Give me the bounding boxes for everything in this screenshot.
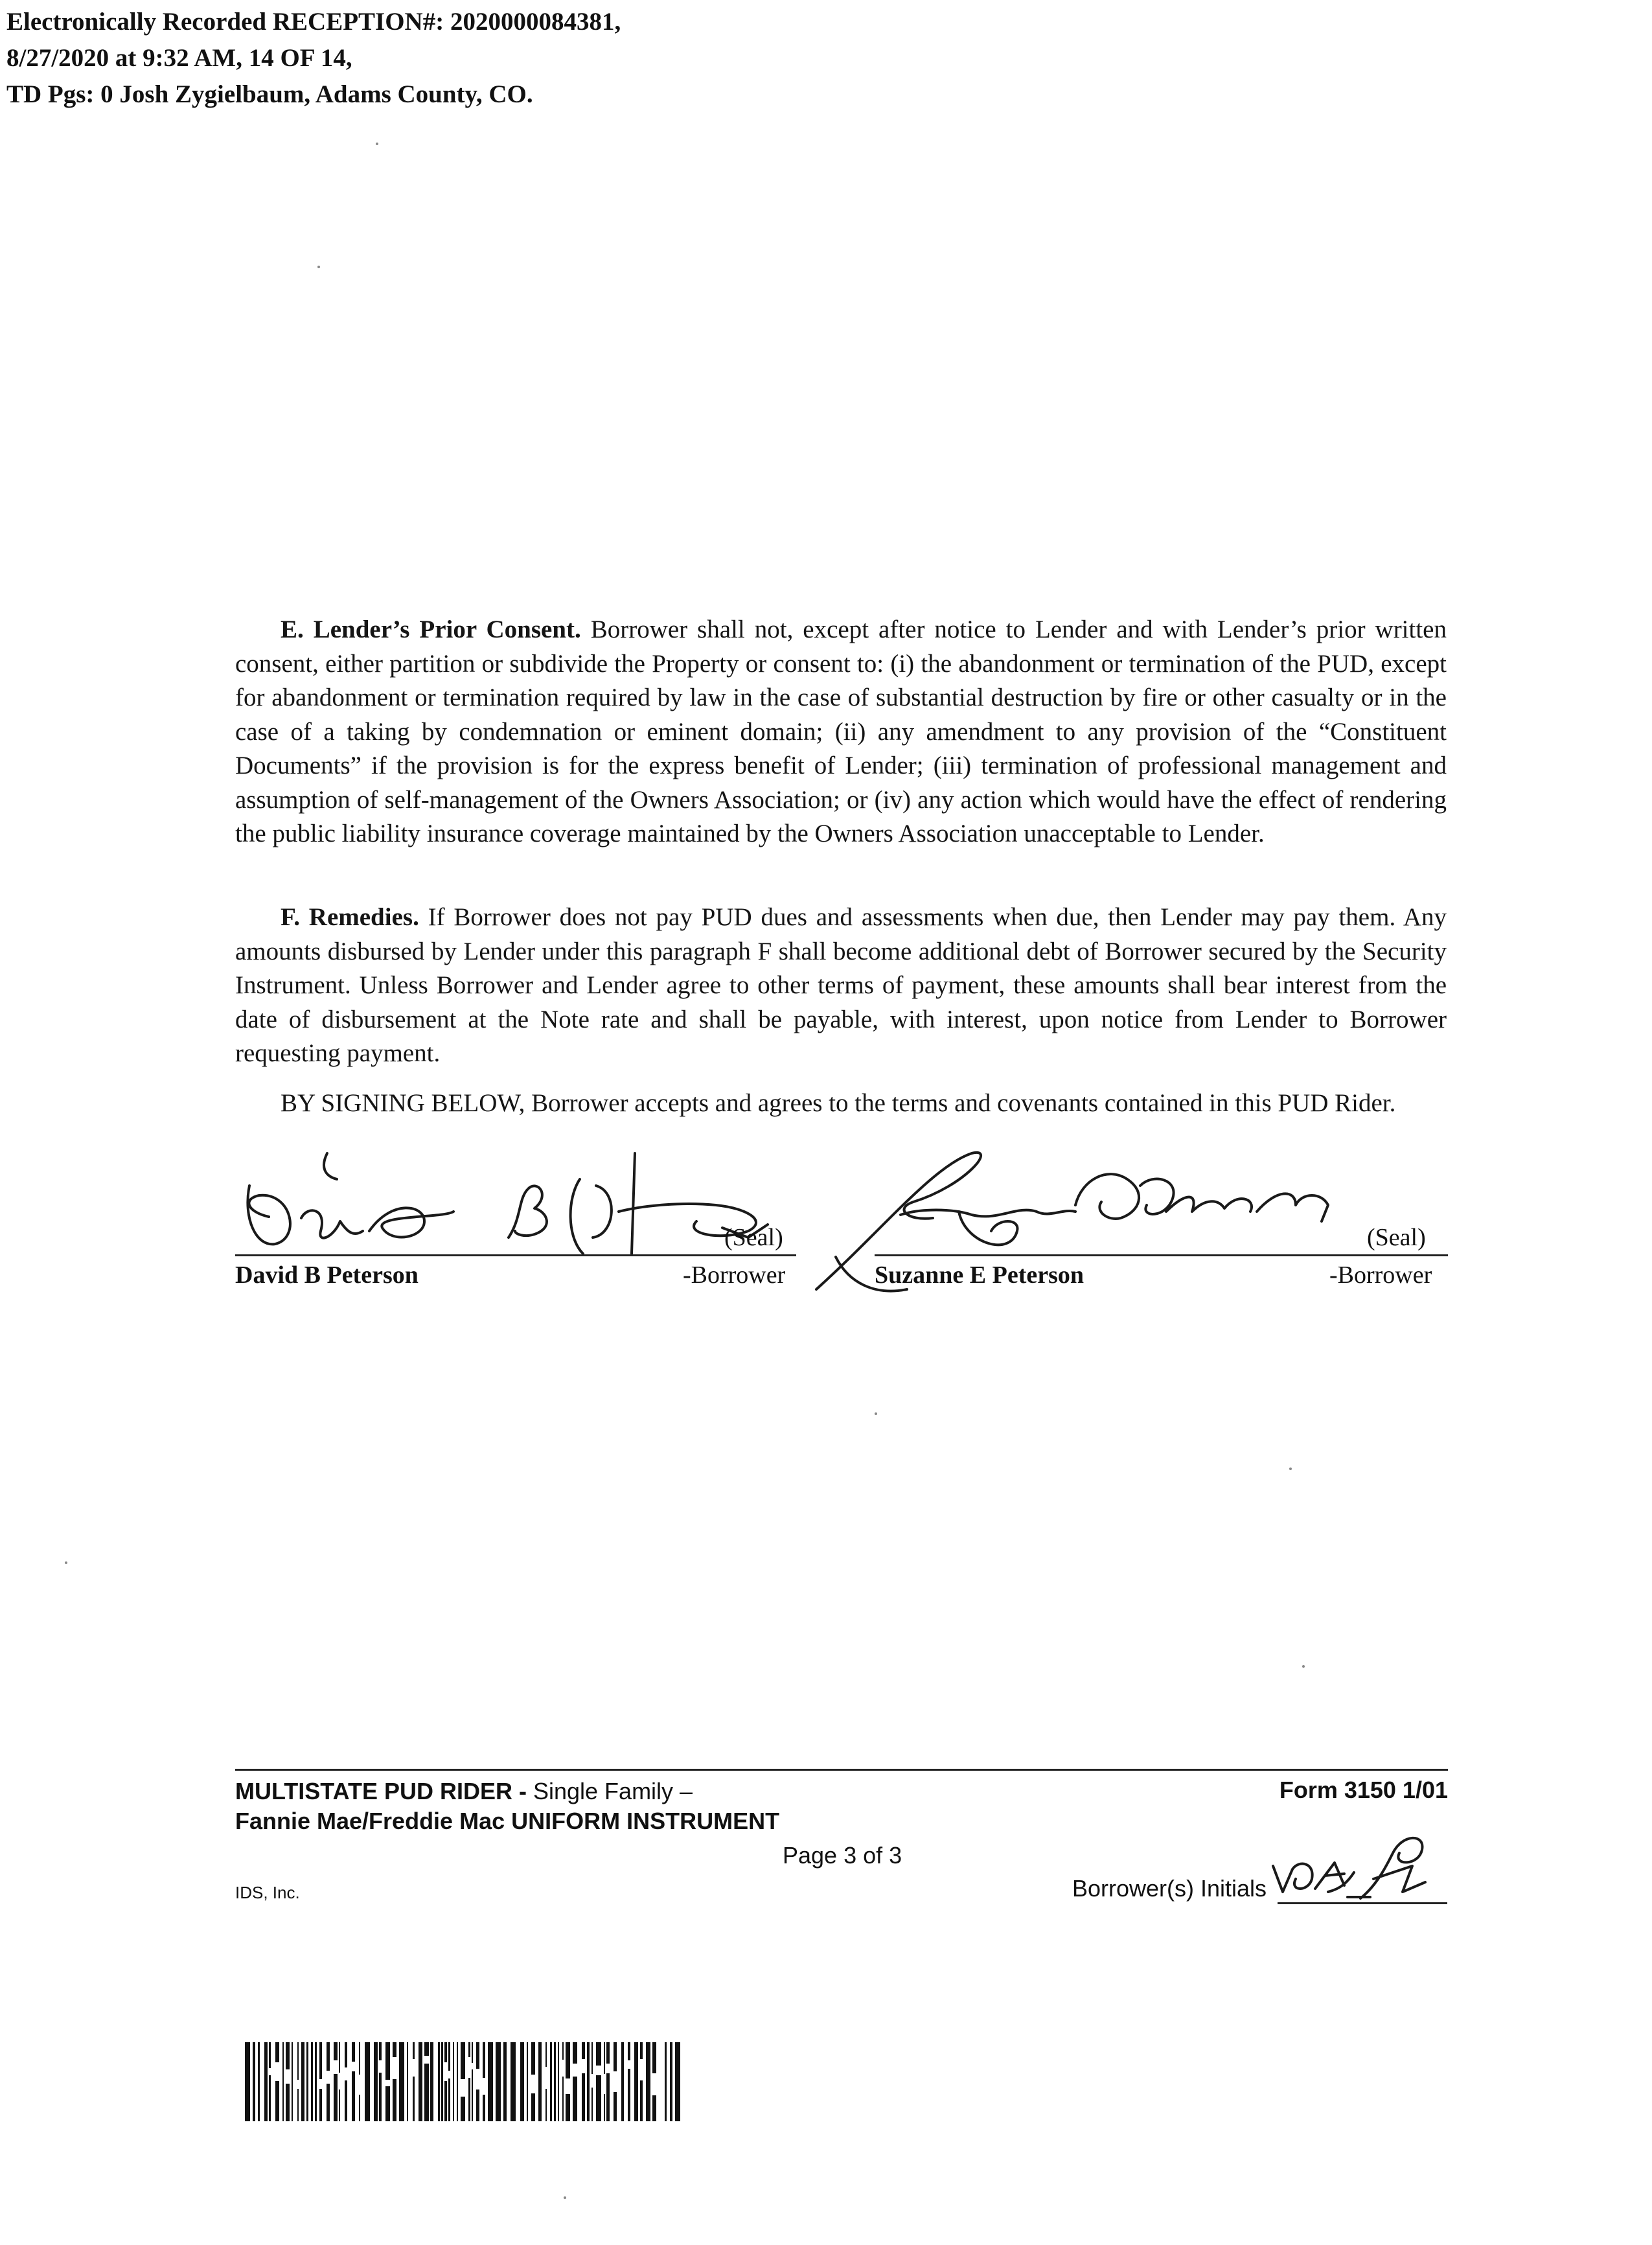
footer-rule [235,1769,1448,1771]
vendor-name: IDS, Inc. [235,1883,300,1902]
page-number: Page 3 of 3 [783,1842,902,1869]
form-title-rest: Single Family – [533,1778,693,1804]
form-subtitle: Fannie Mae/Freddie Mac UNIFORM INSTRUMENT [235,1808,780,1834]
recording-stamp-line-2: 8/27/2020 at 9:32 AM, 14 OF 14, [6,44,352,72]
scan-speck [875,1412,877,1415]
recording-stamp [6,4,621,113]
section-f-text: If Borrower does not pay PUD dues and assessments when due, then Lender may pay them. Any amounts disbursed by Lender under this paragraph F shall become additional debt of Borrower secured by the Security Instrument. Unless Borrower and Lender agree to other terms of payment, these amounts shall bear interest from the date of disbursement at the Note rate and shall be payable, with interest, upon notice from Lender to Borrower requesting payment. [235,903,1447,1067]
scan-speck [1289,1468,1292,1470]
signing-statement-text: BY SIGNING BELOW, Borrower accepts and agrees to the terms and covenants contained in this PUD Rider. [281,1089,1396,1117]
scan-speck [1302,1665,1305,1668]
scan-speck [376,143,378,145]
form-title-block [235,1777,779,1836]
section-e-heading: E. Lender’s Prior Consent. [281,616,581,643]
borrower-1-seal-label: (Seal) [724,1224,783,1251]
signing-statement [235,1087,1447,1121]
borrower-2-name: Suzanne E Peterson [875,1261,1084,1289]
borrower-1-name: David B Peterson [235,1261,419,1289]
borrower-1-signature-line [235,1254,796,1256]
section-f-remedies [235,901,1447,1071]
borrower-2-role: -Borrower [1329,1261,1432,1289]
barcode-icon [245,2042,680,2121]
section-e-lenders-prior-consent [235,613,1447,851]
recording-stamp-line-3: TD Pgs: 0 Josh Zygielbaum, Adams County, CO. [6,80,533,108]
form-title-bold: MULTISTATE PUD RIDER - [235,1778,527,1804]
form-number: Form 3150 1/01 [1279,1777,1448,1803]
borrower-1-role: -Borrower [683,1261,786,1289]
scan-speck [317,266,320,268]
scan-speck [65,1561,67,1564]
recording-stamp-line-1: Electronically Recorded RECEPTION#: 2020000084381, [6,8,621,36]
borrower-initials-handwritten [1263,1827,1451,1905]
section-f-heading: F. Remedies. [281,903,419,931]
initials-label: Borrower(s) Initials [1072,1875,1267,1902]
scan-speck [564,2196,566,2199]
section-e-text: Borrower shall not, except after notice to Lender and with Lender’s prior written consent, either partition or subdivide the Property or consent to: (i) the abandonment or termination of the PUD, except for abandonment or termination required by law in the case of substantial destruction by fire or other casualty or in the case of a taking by condemnation or eminent domain; (ii) any amendment to any provision of the “Constituent Documents” if the provision is for the express benefit of Lender; (iii) termination of professional management and assumption of self-management of the Owners Association; or (iv) any action which would have the effect of rendering the public liability insurance coverage maintained by the Owners Association unacceptable to Lender. [235,616,1447,847]
borrower-2-seal-label: (Seal) [1367,1224,1426,1251]
borrower-2-signature-line [875,1254,1448,1256]
